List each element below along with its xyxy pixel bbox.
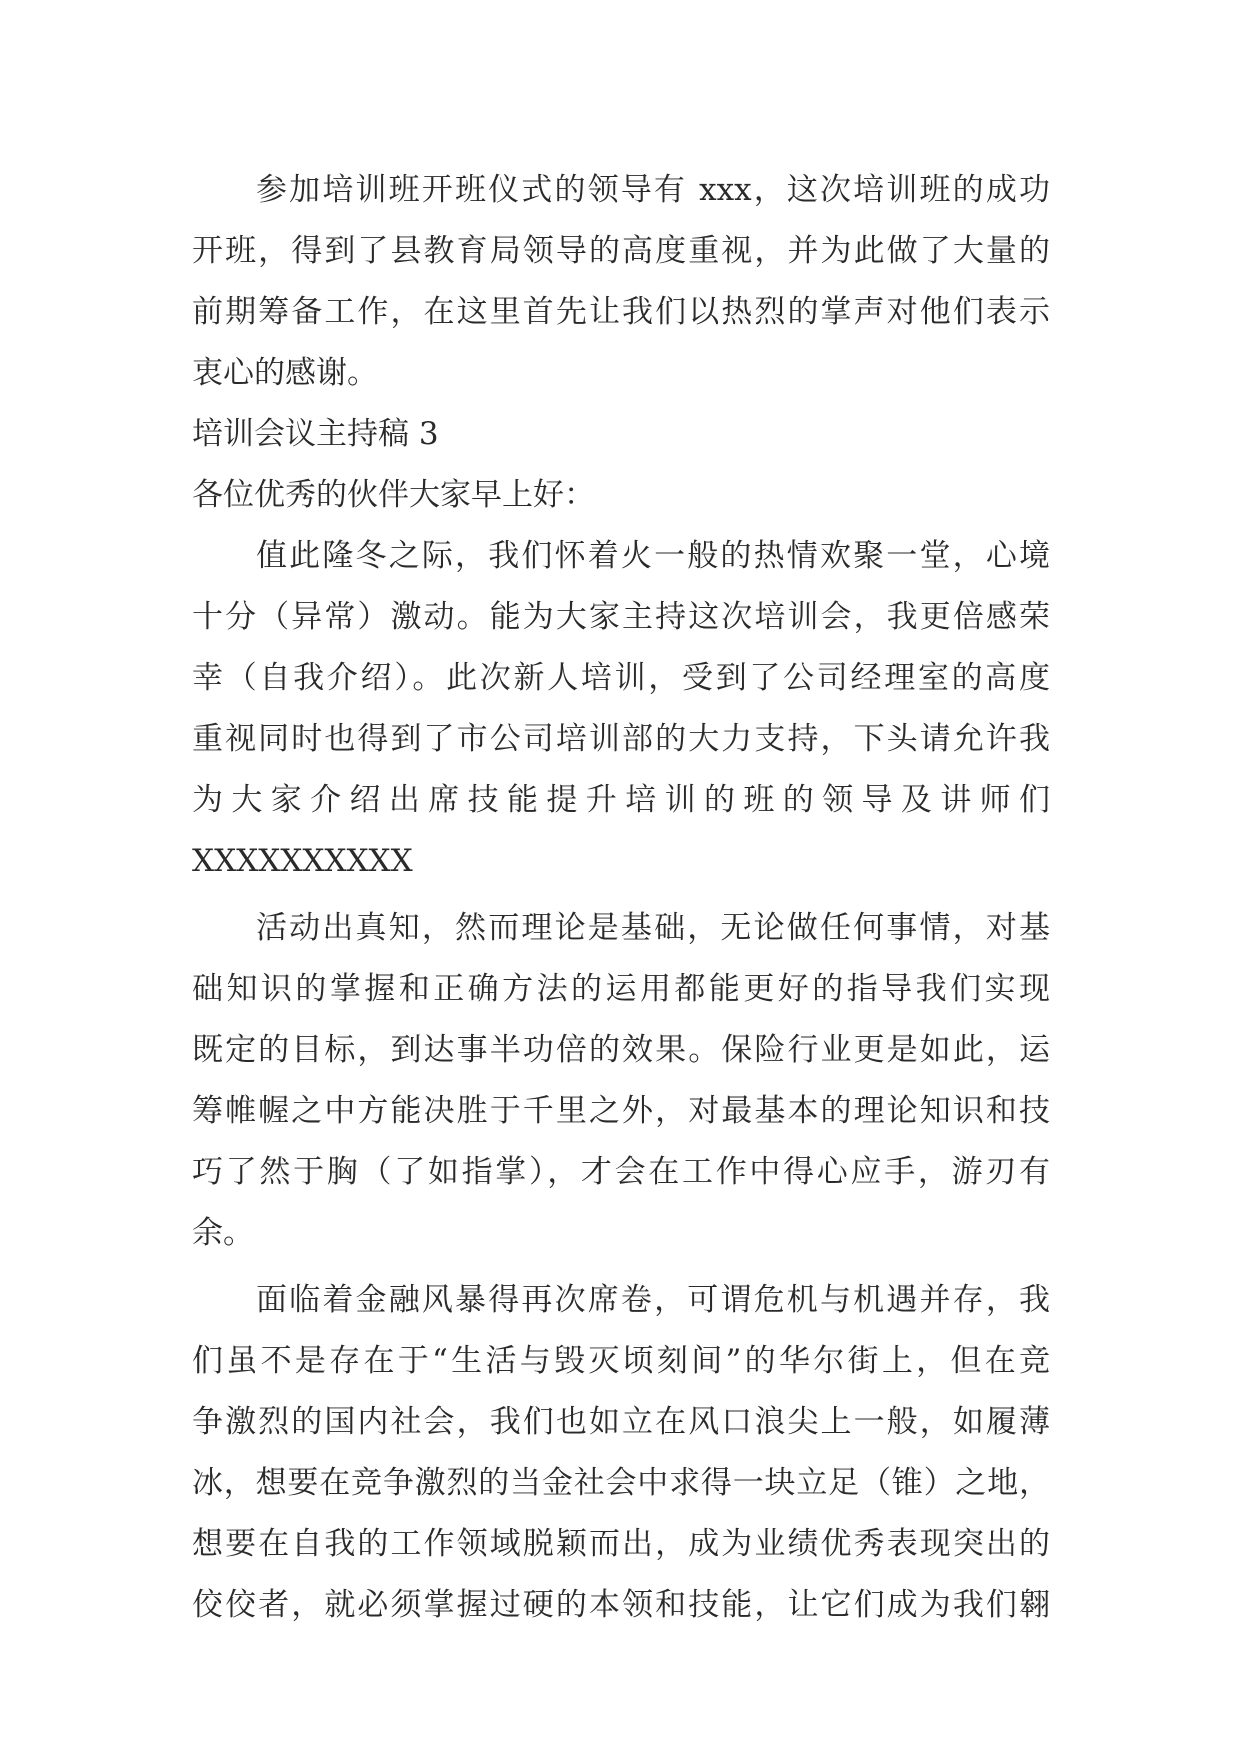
paragraph-line: 面临着金融风暴得再次席卷，可谓危机与机遇并存，我 — [256, 1282, 1050, 1318]
paragraph-line: 前期筹备工作，在这里首先让我们以热烈的掌声对他们表示 — [192, 294, 1050, 330]
document-page — [192, 160, 1050, 1636]
paragraph-line: 佼佼者，就必须掌握过硬的本领和技能，让它们成为我们翱 — [192, 1587, 1050, 1623]
paragraph-line: 衷心的感谢。 — [192, 355, 378, 391]
greeting-line: 各位优秀的伙伴大家早上好： — [192, 477, 595, 513]
paragraph-line: 十分（异常）激动。能为大家主持这次培训会，我更倍感荣 — [192, 599, 1050, 635]
paragraph-line: 开班，得到了县教育局领导的高度重视，并为此做了大量的 — [192, 233, 1050, 269]
paragraph-line: 为大家介绍出席技能提升培训的班的领导及讲师们 — [192, 782, 1050, 818]
paragraph-line: 础知识的掌握和正确方法的运用都能更好的指导我们实现 — [192, 971, 1050, 1007]
paragraph-line: 活动出真知，然而理论是基础，无论做任何事情，对基 — [256, 910, 1050, 946]
paragraph-line: 重视同时也得到了市公司培训部的大力支持，下头请允许我 — [192, 721, 1050, 757]
section-heading: 培训会议主持稿 3 — [192, 416, 439, 452]
paragraph-line: XXXXXXXXXX — [192, 843, 413, 879]
paragraph-line: 们虽不是存在于“生活与毁灭顷刻间”的华尔街上，但在竞 — [192, 1343, 1050, 1379]
paragraph-line: 余。 — [192, 1215, 254, 1251]
paragraph-line: 想要在自我的工作领域脱颖而出，成为业绩优秀表现突出的 — [192, 1526, 1050, 1562]
paragraph-line: 值此隆冬之际，我们怀着火一般的热情欢聚一堂，心境 — [256, 538, 1050, 574]
paragraph-line: 幸（自我介绍）。此次新人培训，受到了公司经理室的高度 — [192, 660, 1050, 696]
paragraph-line: 争激烈的国内社会，我们也如立在风口浪尖上一般，如履薄 — [192, 1404, 1050, 1440]
paragraph-line: 参加培训班开班仪式的领导有 xxx，这次培训班的成功 — [256, 172, 1050, 208]
paragraph-line: 冰，想要在竞争激烈的当金社会中求得一块立足（锥）之地， — [192, 1465, 1050, 1501]
paragraph-line: 既定的目标，到达事半功倍的效果。保险行业更是如此，运 — [192, 1032, 1050, 1068]
paragraph-line: 筹帷幄之中方能决胜于千里之外，对最基本的理论知识和技 — [192, 1093, 1050, 1129]
paragraph-line: 巧了然于胸（了如指掌），才会在工作中得心应手，游刃有 — [192, 1154, 1050, 1190]
